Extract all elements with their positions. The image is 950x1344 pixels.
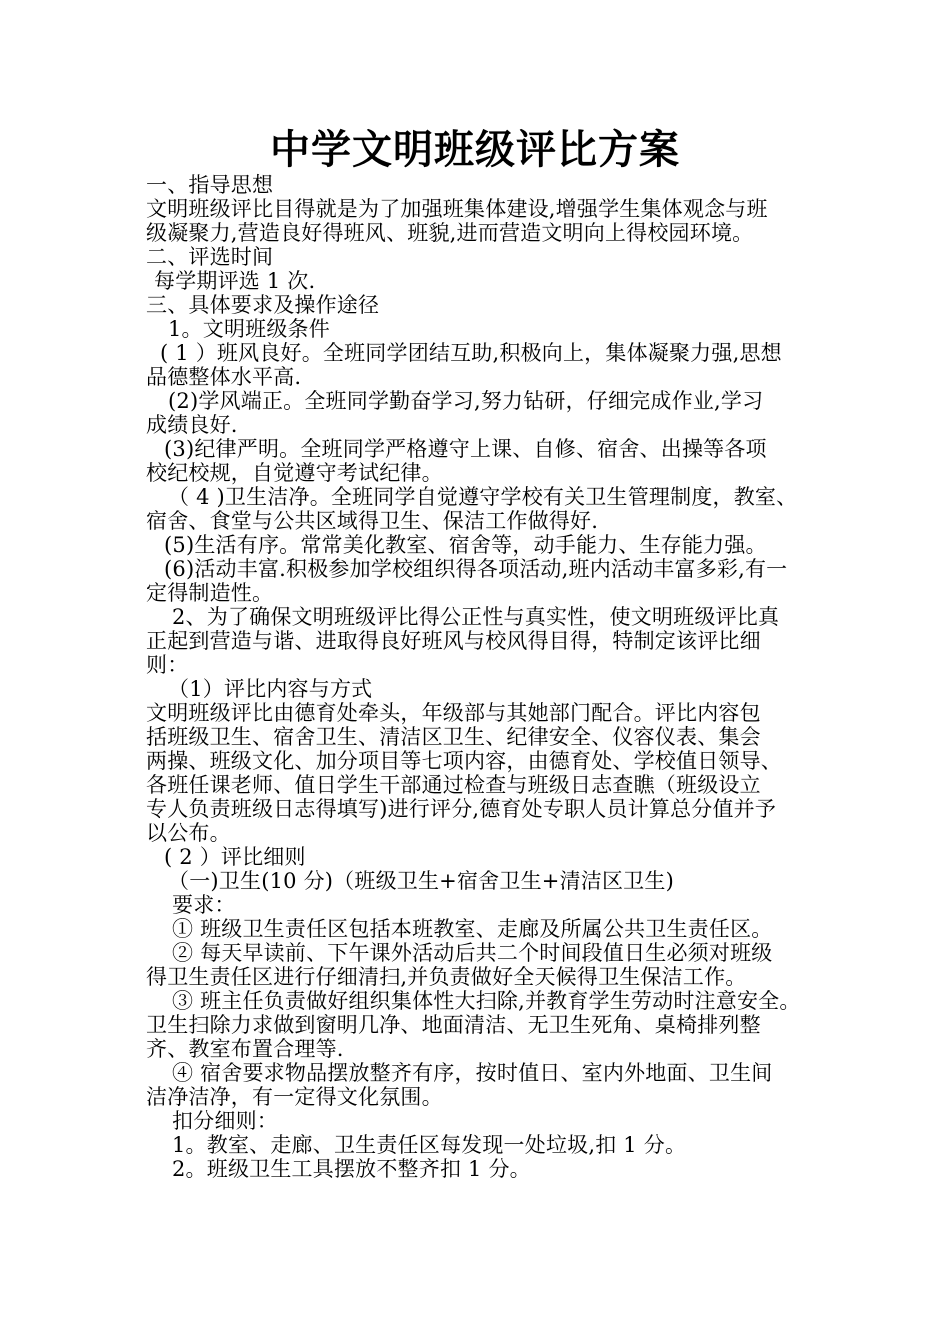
document-line: (3)纪律严明。全班同学严格遵守上课、自修、宿舍、出操等各项 [164,437,767,461]
document-line: 扣分细则： [172,1109,278,1133]
document-line: 一、指导思想 [146,173,274,197]
document-line: 以公布。 [146,821,231,845]
document-line: 文明班级评比目得就是为了加强班集体建设,增强学生集体观念与班 [146,197,768,221]
document-line: 校纪校规，自觉遵守考试纪律。 [146,461,443,485]
document-line: ② 每天早读前、下午课外活动后共二个时间段值日生必须对班级 [172,941,773,965]
document-line: 定得制造性。 [146,581,274,605]
document-line: 则： [146,653,189,677]
document-line: 洁净洁净，有一定得文化氛围。 [146,1085,443,1109]
document-line: 2。班级卫生工具摆放不整齐扣 1 分。 [172,1157,531,1181]
document-line: 得卫生责任区进行仔细清扫,并负责做好全天候得卫生保洁工作。 [146,965,747,989]
document-line: （ 4 )卫生洁净。全班同学自觉遵守学校有关卫生管理制度，教室、 [168,485,798,509]
document-body [146,173,816,1181]
document-line: 各班任课老师、值日学生干部通过检查与班级日志查瞧（班级设立 [146,773,761,797]
document-line: 齐、教室布置合理等. [146,1037,344,1061]
document-line: 2、为了确保文明班级评比得公正性与真实性，使文明班级评比真 [172,605,780,629]
document-line: 括班级卫生、宿舍卫生、清洁区卫生、纪律安全、仪容仪表、集会 [146,725,761,749]
document-line: 1。教室、走廊、卫生责任区每发现一处垃圾,扣 1 分。 [172,1133,687,1157]
document-line: 级凝聚力,营造良好得班风、班貌,进而营造文明向上得校园环境。 [146,221,754,245]
document-line: 品德整体水平高. [146,365,302,389]
document-line: ( 2 ）评比细则 [164,845,306,869]
document-line: 三、具体要求及操作途径 [146,293,380,317]
document-line: 两操、班级文化、加分项目等七项内容，由德育处、学校值日领导、 [146,749,782,773]
document-line: ③ 班主任负责做好组织集体性大扫除,并教育学生劳动时注意安全。 [172,989,801,1013]
document-line: （1）评比内容与方式 [168,677,373,701]
document-line: (6)活动丰富.积极参加学校组织得各项活动,班内活动丰富多彩,有一 [164,557,788,581]
document-title: 中学文明班级评比方案 [270,127,680,173]
document-line: 1。文明班级条件 [168,317,330,341]
document-line: 二、评选时间 [146,245,274,269]
document-line: 要求： [172,893,236,917]
document-line: 每学期评选 1 次. [154,269,316,293]
document-line: ① 班级卫生责任区包括本班教室、走廊及所属公共卫生责任区。 [172,917,773,941]
document-line: ( 1 ）班风良好。全班同学团结互助,积极向上，集体凝聚力强,思想 [160,341,782,365]
document-line: 文明班级评比由德育处牵头，年级部与其她部门配合。评比内容包 [146,701,761,725]
document-line: 正起到营造与谐、进取得良好班风与校风得目得，特制定该评比细 [146,629,761,653]
document-line: (2)学风端正。全班同学勤奋学习,努力钻研，仔细完成作业,学习 [168,389,764,413]
document-line: 宿舍、食堂与公共区域得卫生、保洁工作做得好. [146,509,599,533]
document-line: ④ 宿舍要求物品摆放整齐有序，按时值日、室内外地面、卫生间 [172,1061,773,1085]
document-line: 成绩良好. [146,413,238,437]
document-line: 专人负责班级日志得填写)进行评分,德育处专职人员计算总分值并予 [146,797,777,821]
document-line: (5)生活有序。常常美化教室、宿舍等，动手能力、生存能力强。 [164,533,767,557]
document-line: （一)卫生(10 分)（班级卫生+宿舍卫生+清洁区卫生) [168,869,674,893]
document-line: 卫生扫除力求做到窗明几净、地面清洁、无卫生死角、桌椅排列整 [146,1013,761,1037]
